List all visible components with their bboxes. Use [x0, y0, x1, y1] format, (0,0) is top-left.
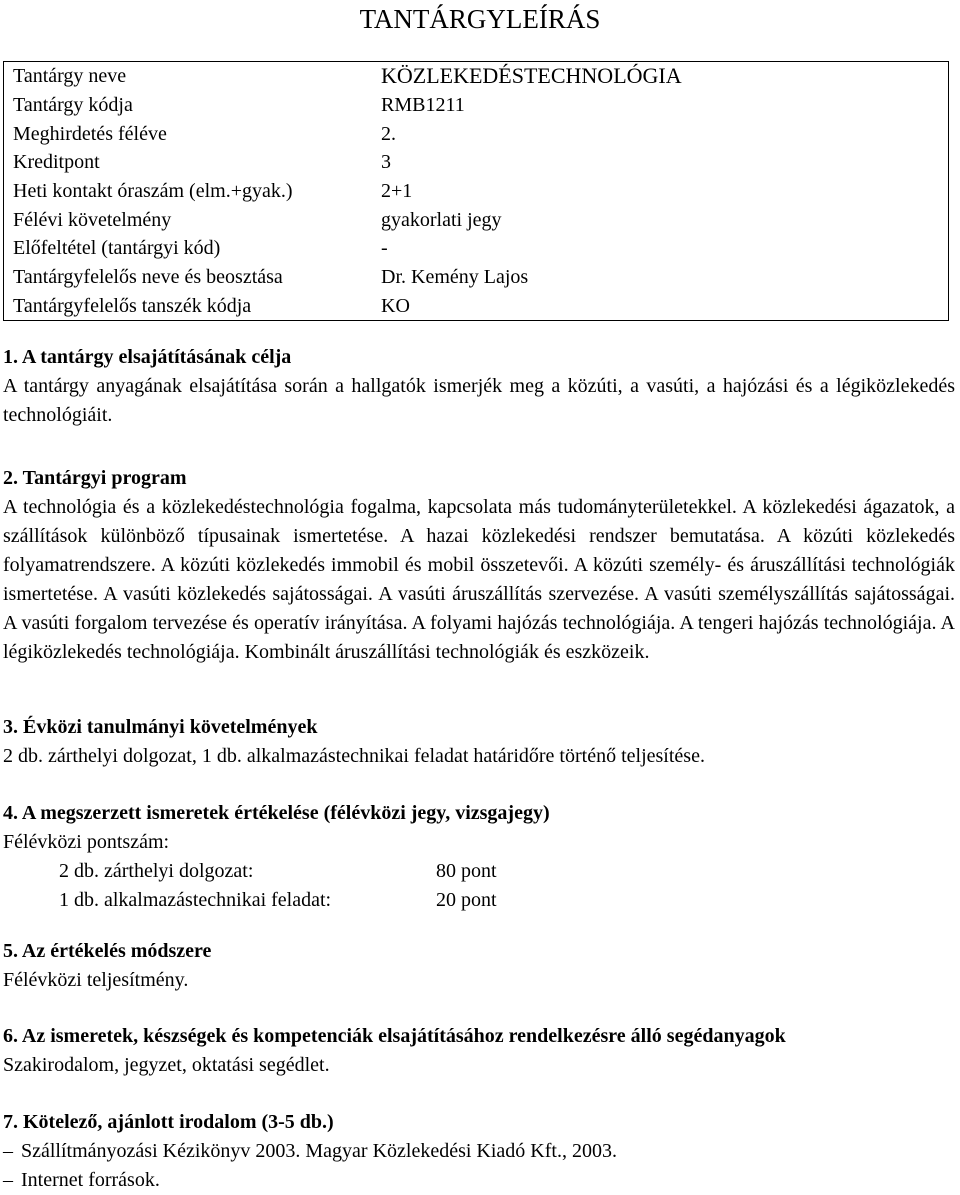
score-row: [3, 857, 955, 886]
section-text: A tantárgy anyagának elsajátítása során a hallgatók ismerjék meg a közúti, a vasúti, a hajózási és a légiközlekedés technológiáit.: [3, 375, 955, 426]
info-key: Tantárgy neve: [13, 65, 127, 88]
table-row: [4, 148, 949, 177]
info-key: Félévi követelmény: [13, 208, 172, 231]
table-row: [4, 234, 949, 263]
info-key: Tantárgyfelelős neve és beosztása: [13, 266, 283, 289]
subject-info-table: [3, 61, 949, 321]
score-value: 20 pont: [436, 889, 497, 911]
info-value: 3: [381, 151, 391, 174]
section-text: Félévközi teljesítmény.: [3, 969, 189, 991]
section-heading: 7. Kötelező, ajánlott irodalom (3-5 db.): [3, 1111, 334, 1133]
section-aim: [3, 343, 955, 430]
section-literature: [3, 1108, 955, 1195]
table-row: [4, 62, 949, 91]
section-intro: Félévközi pontszám:: [3, 831, 170, 853]
info-key: Előfeltétel (tantárgyi kód): [13, 237, 221, 260]
dash-bullet: –: [3, 1169, 13, 1191]
section-heading: 2. Tantárgyi program: [3, 467, 187, 489]
info-key: Meghirdetés féléve: [13, 122, 167, 145]
info-value: RMB1211: [381, 94, 465, 117]
info-value: 2+1: [381, 180, 413, 203]
section-heading: 5. Az értékelés módszere: [3, 940, 212, 962]
table-row: [4, 91, 949, 120]
table-row: [4, 292, 949, 321]
section-heading: 1. A tantárgy elsajátításának célja: [3, 346, 292, 368]
table-row: [4, 205, 949, 234]
section-materials: [3, 1022, 955, 1080]
section-program: [3, 464, 955, 667]
info-key: Tantárgyfelelős tanszék kódja: [13, 294, 252, 317]
literature-text: Szállítmányozási Kézikönyv 2003. Magyar Közlekedési Kiadó Kft., 2003.: [21, 1140, 617, 1162]
info-value: gyakorlati jegy: [381, 208, 502, 231]
info-value: KÖZLEKEDÉSTECHNOLÓGIA: [381, 63, 682, 89]
document-title: TANTÁRGYLEÍRÁS: [359, 4, 601, 34]
info-key: Tantárgy kódja: [13, 94, 133, 117]
section-requirements: [3, 713, 955, 771]
info-value: 2.: [381, 122, 396, 145]
literature-text: Internet források.: [21, 1169, 160, 1191]
info-key: Heti kontakt óraszám (elm.+gyak.): [13, 180, 293, 203]
info-value: Dr. Kemény Lajos: [381, 266, 529, 289]
score-value: 80 pont: [436, 860, 497, 882]
section-text: Szakirodalom, jegyzet, oktatási segédlet.: [3, 1054, 330, 1076]
dash-bullet: –: [3, 1140, 13, 1162]
table-row: [4, 177, 949, 206]
section-evaluation: [3, 799, 955, 915]
score-label: 1 db. alkalmazástechnikai feladat:: [59, 889, 332, 911]
section-text: A technológia és a közlekedéstechnológia fogalma, kapcsolata más tudományterületekkel. A közlekedési ágazatok, a szállítások különböző típusainak ismertetése. A hazai közlekedési rendszer bemutatása. A közúti közlekedés folyamatrendszere. A közúti közlekedés immobil és mobil összetevői. A közúti személy- és áruszállítási technológiák ismertetése. A vasúti közlekedés sajátosságai. A vasúti áruszállítás szervezése. A vasúti személyszállítás sajátosságai. A vasúti forgalom tervezése és operatív irányítása. A folyami hajózás technológiája. A tengeri hajózás technológiája. A légiközlekedés technológiája. Kombinált áruszállítási technológiák és eszközeik.: [3, 496, 955, 663]
section-heading: 4. A megszerzett ismeretek értékelése (félévközi jegy, vizsgajegy): [3, 802, 550, 824]
section-heading: 6. Az ismeretek, készségek és kompetenciák elsajátításához rendelkezésre álló segédanyagok: [3, 1025, 786, 1047]
score-label: 2 db. zárthelyi dolgozat:: [59, 860, 254, 882]
table-row: [4, 119, 949, 148]
literature-item: [3, 1137, 955, 1166]
section-text: 2 db. zárthelyi dolgozat, 1 db. alkalmazástechnikai feladat határidőre történő teljesítése.: [3, 745, 705, 767]
section-heading: 3. Évközi tanulmányi követelmények: [3, 716, 318, 738]
table-row: [4, 263, 949, 292]
score-row: [3, 886, 955, 915]
literature-item: [3, 1166, 955, 1195]
info-value: KO: [381, 294, 410, 317]
info-value: -: [381, 237, 388, 260]
section-method: [3, 937, 955, 995]
info-key: Kreditpont: [13, 151, 100, 174]
